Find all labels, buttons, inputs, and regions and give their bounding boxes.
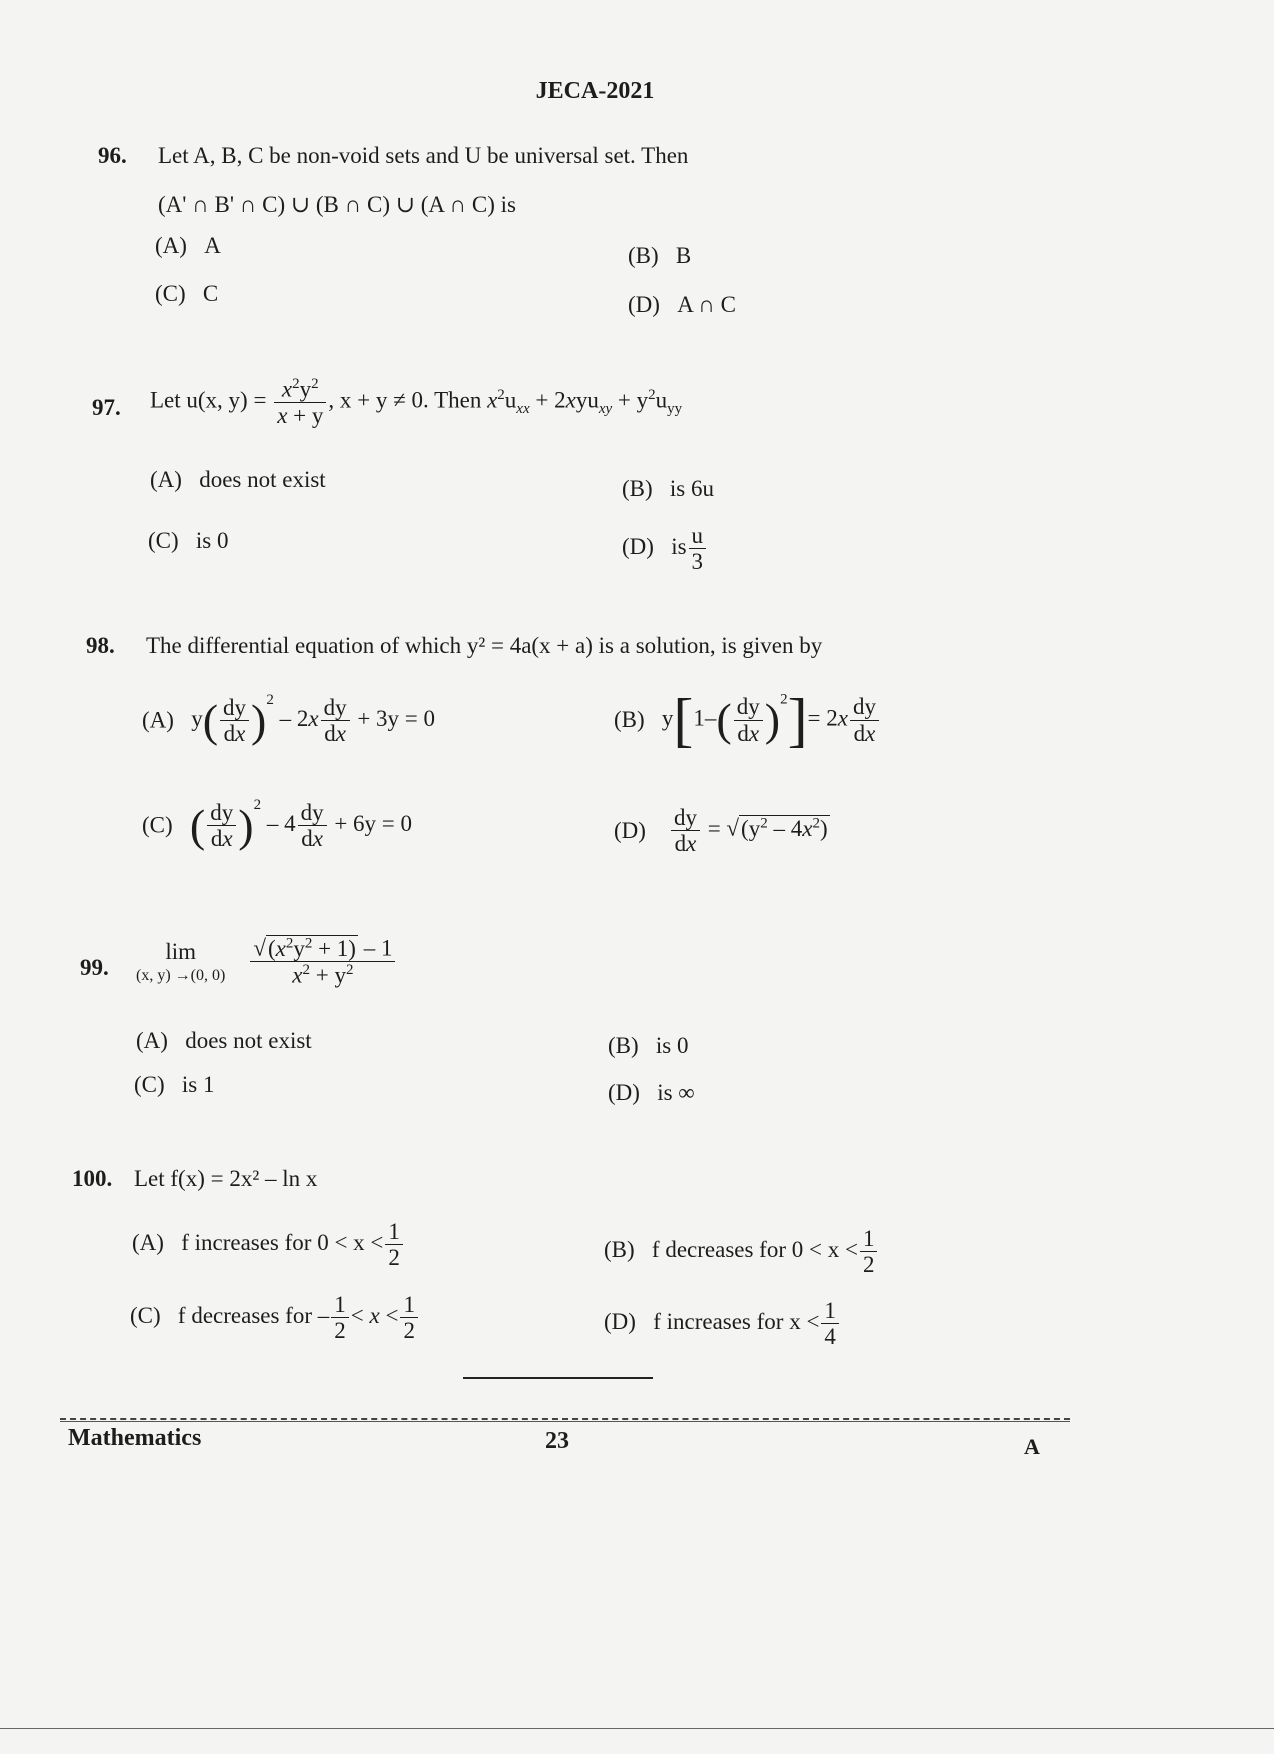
option-c: (C) is 1	[134, 1072, 215, 1097]
option-d: (D) f increases for x < $\frac{1}{4}$	[604, 1298, 841, 1350]
question-stem: Let u(x, y) = $\frac{x^2y^2}{x + y}$ , x + y ≠ 0. Then $x^2u_{xx} + 2xyu_{xy} + y^2u_{yy}$	[150, 376, 683, 428]
scan-edge-line	[0, 1728, 1274, 1729]
question-number: 99.	[80, 955, 109, 980]
footer-divider	[60, 1418, 1070, 1420]
option-d: (D) A ∩ C	[628, 292, 736, 317]
option-c: (C) C	[155, 281, 219, 306]
footer-divider	[60, 1421, 1070, 1422]
question-number: 96.	[98, 143, 127, 168]
question-number: 98.	[86, 633, 115, 658]
option-a: (A) f increases for 0 < x < $\frac{1}{2}$	[132, 1219, 405, 1271]
option-c: (C) ( $\frac{dy}{dx}$ )$^2$ – 4 $\frac{dy}{dx}$ + 6y = 0	[142, 797, 413, 852]
question-number: 100.	[72, 1166, 113, 1191]
option-b: (B) f decreases for 0 < x < $\frac{1}{2}$	[604, 1226, 879, 1278]
page-header: JECA-2021	[535, 78, 655, 104]
question-stem: The differential equation of which y² = 4a(x + a) is a solution, is given by	[146, 633, 823, 658]
option-b: (B) is 0	[608, 1033, 689, 1058]
option-a: (A) does not exist	[150, 467, 326, 492]
option-d: (D) is ∞	[608, 1080, 695, 1105]
question-number: 97.	[92, 395, 121, 420]
option-d: (D) $\frac{dy}{dx}$ = $√(y^2 - 4x^2)$	[614, 805, 828, 857]
footer-set-code: A	[1024, 1434, 1040, 1459]
option-c: (C) f decreases for – $\frac{1}{2}$ < x < $\frac{1}{2}$	[130, 1292, 420, 1344]
option-a: (A) y( $\frac{dy}{dx}$ )$^2$ – 2x $\frac{dy}{dx}$ + 3y = 0	[142, 692, 436, 747]
footer-subject: Mathematics	[68, 1425, 202, 1451]
question-stem: Let f(x) = 2x² – ln x	[134, 1166, 318, 1191]
question-stem: Let A, B, C be non-void sets and U be universal set. Then	[158, 143, 689, 168]
option-b: (B) B	[628, 243, 692, 268]
option-d: (D) is $\frac{u}{3}$	[622, 523, 708, 575]
question-stem-expression: (A' ∩ B' ∩ C) ∪ (B ∩ C) ∪ (A ∩ C) is	[158, 192, 516, 217]
end-separator	[463, 1377, 653, 1379]
option-b: (B) is 6u	[622, 476, 715, 501]
footer-page-number: 23	[545, 1428, 569, 1454]
question-stem: lim (x, y) →(0, 0) $\frac{√(x^2y^2 + 1) - 1}{x^2 + y^2}$	[136, 935, 397, 988]
option-c: (C) is 0	[148, 528, 229, 553]
option-a: (A) does not exist	[136, 1028, 312, 1053]
option-a: (A) A	[155, 233, 221, 258]
option-b: (B) y[1–( $\frac{dy}{dx}$ )$^2$]= 2x $\frac{dy}{dx}$	[614, 690, 881, 750]
